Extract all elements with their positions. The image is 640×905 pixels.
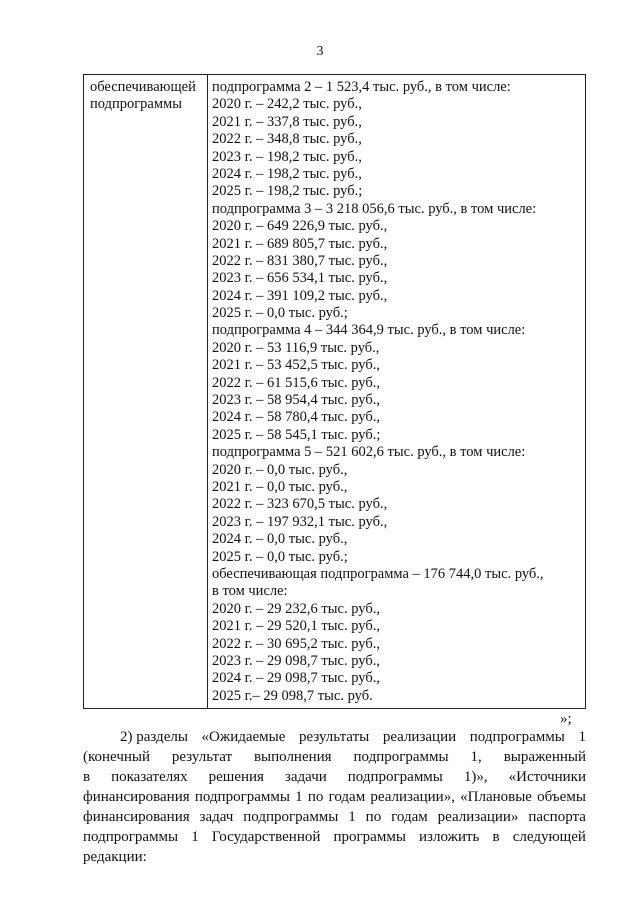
- right-cell-line: 2022 г. – 831 380,7 тыс. руб.,: [212, 252, 388, 269]
- paragraph-word: «Источники: [508, 769, 586, 785]
- paragraph-word: Государственной: [211, 829, 321, 845]
- paragraph-line: [83, 827, 586, 847]
- right-cell-line: 2025 г. – 0,0 тыс. руб.;: [212, 548, 348, 565]
- paragraph-word: выполнения: [253, 749, 332, 765]
- closing-quote-mark: »;: [560, 711, 572, 727]
- right-cell-line: 2021 г. – 689 805,7 тыс. руб.,: [212, 235, 388, 252]
- paragraph-word: 1: [348, 809, 356, 825]
- paragraph-word: показателях: [111, 769, 188, 785]
- paragraph-line: [83, 727, 586, 747]
- right-cell-line: 2020 г. – 242,2 тыс. руб.,: [212, 96, 362, 113]
- right-cell-line: 2020 г. – 649 226,9 тыс. руб.,: [212, 218, 388, 235]
- paragraph-word: следующей: [512, 829, 586, 845]
- paragraph-word: задач: [199, 809, 234, 825]
- paragraph-word: подпрограммы: [347, 769, 443, 785]
- paragraph-word: «Плановые: [460, 789, 532, 805]
- paragraph-word: финансирования: [83, 789, 190, 805]
- paragraph-word: «Ожидаемые: [201, 729, 286, 745]
- right-cell-line: 2025 г. – 0,0 тыс. руб.;: [212, 305, 348, 322]
- paragraph-word: результаты: [299, 729, 370, 745]
- right-cell-line: 2024 г. – 29 098,7 тыс. руб.,: [212, 670, 380, 687]
- paragraph-word: результат: [171, 749, 233, 765]
- right-cell-line: 2021 г. – 0,0 тыс. руб.,: [212, 478, 348, 495]
- paragraph-word: подпрограммы: [469, 729, 565, 745]
- paragraph-word: годам: [391, 809, 428, 825]
- right-cell-line: 2022 г. – 348,8 тыс. руб.,: [212, 131, 362, 148]
- paragraph-word: финансирования: [83, 809, 190, 825]
- paragraph-word: редакции:: [83, 849, 147, 865]
- paragraph-word: программы: [333, 829, 406, 845]
- right-cell-line: 2024 г. – 58 780,4 тыс. руб.,: [212, 409, 380, 426]
- paragraph-line: [83, 847, 586, 867]
- right-cell-line: 2025 г. – 198,2 тыс. руб.;: [212, 183, 363, 200]
- paragraph-word: подпрограммы: [194, 789, 290, 805]
- right-cell-line: 2025 г. – 58 545,1 тыс. руб.;: [212, 426, 381, 443]
- paragraph-word: 2) разделы: [120, 729, 188, 745]
- right-cell-line: 2021 г. – 337,8 тыс. руб.,: [212, 113, 362, 130]
- table-right-cell: [212, 79, 584, 705]
- paragraph-word: паспорта: [528, 809, 586, 825]
- right-cell-line: 2020 г. – 53 116,9 тыс. руб.,: [212, 339, 380, 356]
- paragraph-word: объемы: [537, 789, 586, 805]
- right-cell-line: подпрограмма 4 – 344 364,9 тыс. руб., в том числе:: [212, 322, 526, 339]
- paragraph-word: реализации: [382, 729, 457, 745]
- paragraph-word: 1: [578, 729, 586, 745]
- right-cell-line: в том числе:: [212, 583, 288, 600]
- paragraph-word: 1: [295, 789, 303, 805]
- right-cell-line: 2021 г. – 53 452,5 тыс. руб.,: [212, 357, 380, 374]
- paragraph-line: [83, 747, 586, 767]
- right-cell-line: 2022 г. – 323 670,5 тыс. руб.,: [212, 496, 388, 513]
- right-cell-line: 2021 г. – 29 520,1 тыс. руб.,: [212, 618, 380, 635]
- paragraph-word: реализации»,: [370, 789, 455, 805]
- paragraph-word: (конечный: [83, 749, 151, 765]
- paragraph-word: изложить: [419, 829, 480, 845]
- paragraph-line: [83, 767, 586, 787]
- paragraph-word: 1)»,: [463, 769, 488, 785]
- paragraph-word: 1,: [470, 749, 482, 765]
- paragraph-word: подпрограммы: [353, 749, 449, 765]
- paragraph-word: по: [307, 789, 324, 805]
- right-cell-line: 2025 г.– 29 098,7 тыс. руб.: [212, 687, 373, 704]
- paragraph-word: решения: [208, 769, 264, 785]
- table-left-cell: [90, 79, 204, 114]
- left-cell-line: подпрограммы: [90, 96, 182, 113]
- paragraph-word: 1: [191, 829, 199, 845]
- right-cell-line: 2022 г. – 30 695,2 тыс. руб.,: [212, 635, 380, 652]
- left-cell-line: обеспечивающей: [90, 79, 196, 95]
- right-cell-line: подпрограмма 2 – 1 523,4 тыс. руб., в том числе:: [212, 79, 511, 95]
- paragraph-word: задачи: [284, 769, 327, 785]
- right-cell-line: 2020 г. – 29 232,6 тыс. руб.,: [212, 600, 380, 617]
- right-cell-line: 2023 г. – 29 098,7 тыс. руб.,: [212, 652, 380, 669]
- amendment-paragraph: [83, 727, 586, 867]
- right-cell-line: подпрограмма 3 – 3 218 056,6 тыс. руб., в том числе:: [212, 200, 537, 217]
- paragraph-word: в: [492, 829, 500, 845]
- paragraph-word: выраженный: [503, 749, 586, 765]
- right-cell-line: подпрограмма 5 – 521 602,6 тыс. руб., в том числе:: [212, 444, 526, 461]
- right-cell-line: 2023 г. – 58 954,4 тыс. руб.,: [212, 392, 380, 409]
- paragraph-word: в: [83, 769, 91, 785]
- page-number: 3: [316, 44, 324, 59]
- right-cell-line: 2023 г. – 656 534,1 тыс. руб.,: [212, 270, 388, 287]
- funding-table: [83, 74, 586, 709]
- paragraph-word: подпрограммы: [83, 829, 179, 845]
- right-cell-line: 2023 г. – 198,2 тыс. руб.,: [212, 148, 362, 165]
- paragraph-word: подпрограммы: [243, 809, 339, 825]
- right-cell-line: 2023 г. – 197 932,1 тыс. руб.,: [212, 513, 388, 530]
- right-cell-line: 2020 г. – 0,0 тыс. руб.,: [212, 461, 348, 478]
- paragraph-word: по: [365, 809, 382, 825]
- right-cell-line: 2024 г. – 198,2 тыс. руб.,: [212, 165, 362, 182]
- paragraph-line: [83, 807, 586, 827]
- right-cell-line: 2024 г. – 0,0 тыс. руб.,: [212, 531, 348, 548]
- right-cell-line: 2022 г. – 61 515,6 тыс. руб.,: [212, 374, 380, 391]
- paragraph-line: [83, 787, 586, 807]
- right-cell-line: обеспечивающая подпрограмма – 176 744,0 тыс. руб.,: [212, 565, 544, 582]
- paragraph-word: годам: [328, 789, 366, 805]
- column-divider: [207, 75, 208, 708]
- right-cell-line: 2024 г. – 391 109,2 тыс. руб.,: [212, 287, 388, 304]
- paragraph-word: реализации»: [437, 809, 519, 825]
